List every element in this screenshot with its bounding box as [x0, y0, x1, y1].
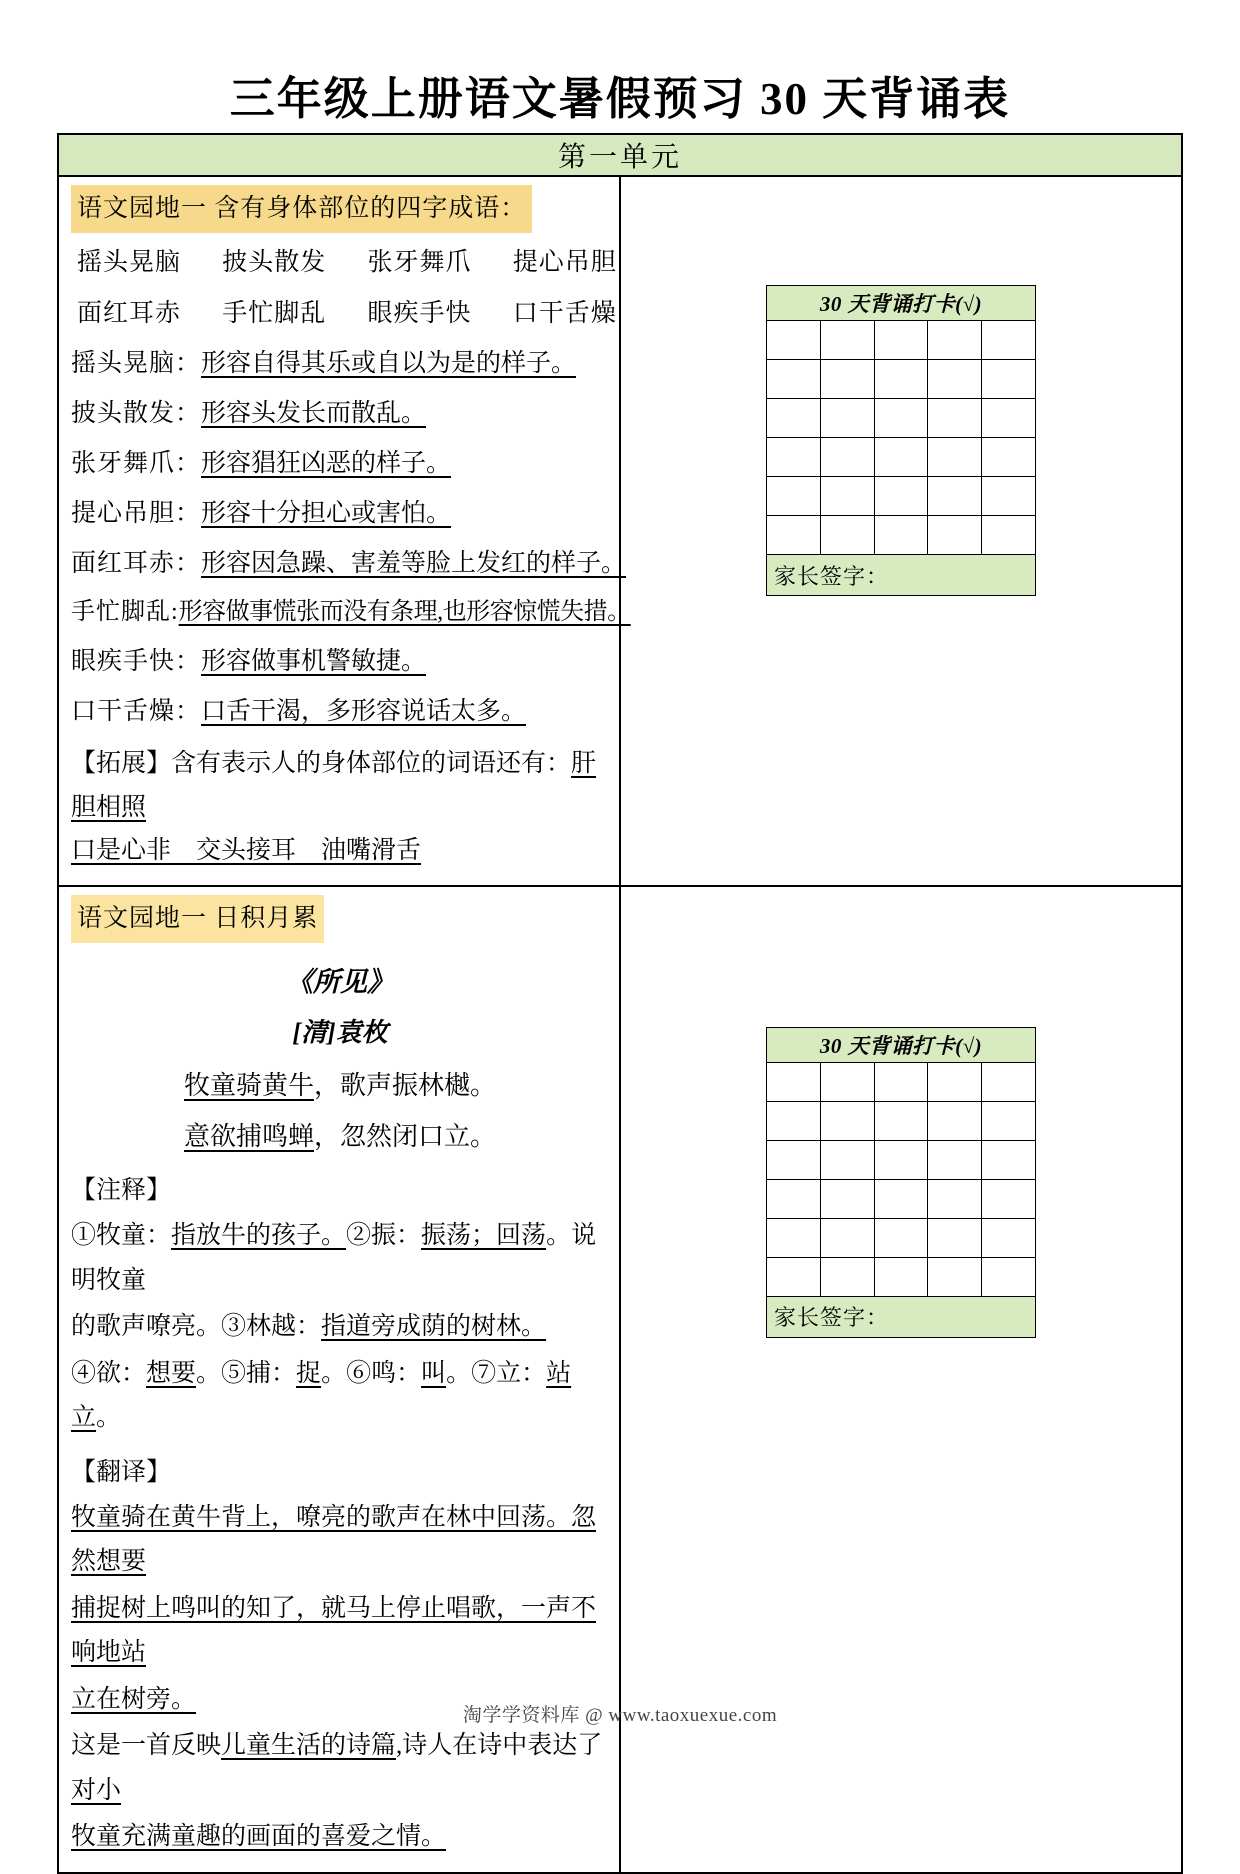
note-text: 。说明牧童 [71, 1222, 597, 1294]
section-1-heading-wrap [71, 185, 609, 233]
check-cell[interactable] [928, 1257, 982, 1296]
definition-line [71, 342, 609, 385]
check-cell[interactable] [928, 1062, 982, 1101]
check-grid[interactable] [766, 1027, 1036, 1338]
check-cell[interactable] [982, 1140, 1036, 1179]
note-marker: 的歌声嘹亮。③林越： [71, 1313, 322, 1341]
extension-first-term: 肝胆相照 [71, 750, 597, 821]
definition-text: 形容因急躁、害羞等脸上发红的样子。 [201, 550, 627, 577]
note-marker: ①牧童： [71, 1222, 172, 1250]
definition-line [71, 442, 609, 485]
definition-text: 形容做事机警敏捷。 [201, 648, 427, 676]
section-1-check-panel [621, 177, 1181, 589]
idiom: 手忙脚乱 [222, 300, 327, 327]
check-cell[interactable] [874, 1218, 928, 1257]
definition-line [71, 492, 609, 535]
check-grid-header: 30 天背诵打卡(√) [767, 286, 1036, 321]
note-text: 。 [96, 1404, 122, 1432]
check-grid[interactable] [766, 285, 1036, 596]
translation-line: 牧童骑在黄牛背上，嘹亮的歌声在林中回荡。忽然想要 [71, 1503, 597, 1576]
check-cell[interactable] [874, 399, 928, 438]
analysis-text: 这是一首反映 [71, 1732, 222, 1760]
idiom: 提心吊胆 [512, 249, 617, 276]
definition-line [71, 592, 631, 633]
definition-term: 手忙脚乱: [71, 599, 179, 625]
check-grid-header-row [767, 286, 1036, 321]
poem-line-underlined: 牧童骑黄牛 [183, 1070, 314, 1100]
poem-line-underlined: 意欲捕鸣蝉 [183, 1121, 314, 1151]
idiom: 摇头晃脑 [77, 249, 182, 276]
signature-row [767, 1296, 1036, 1337]
idiom: 口干舌燥 [512, 300, 617, 327]
check-cell[interactable] [874, 1140, 928, 1179]
definition-term: 披头散发： [71, 400, 202, 427]
note-marker: ④欲： [71, 1359, 147, 1387]
check-cell[interactable] [928, 477, 982, 516]
check-grid-row [767, 1257, 1036, 1296]
notes-line-1 [71, 1214, 609, 1303]
check-cell[interactable] [982, 1062, 1036, 1101]
check-cell[interactable] [820, 1101, 874, 1140]
main-table [57, 133, 1183, 1874]
poem-line [71, 1064, 609, 1109]
check-grid-row [767, 321, 1036, 360]
check-cell[interactable] [820, 477, 874, 516]
check-grid-row [767, 438, 1036, 477]
definition-text: 形容十分担心或害怕。 [201, 500, 452, 527]
analysis-underlined: 儿童生活的诗篇 [221, 1732, 397, 1760]
note-marker: 。⑤捕： [196, 1359, 297, 1387]
check-cell[interactable] [982, 438, 1036, 477]
check-cell[interactable] [874, 438, 928, 477]
check-cell[interactable] [820, 1179, 874, 1218]
idiom: 面红耳赤 [77, 300, 182, 327]
check-cell[interactable] [767, 1101, 821, 1140]
check-cell[interactable] [820, 516, 874, 555]
idiom: 张牙舞爪 [367, 249, 472, 276]
definition-text: 口舌干渴，多形容说话太多。 [201, 698, 527, 726]
check-cell[interactable] [982, 1179, 1036, 1218]
check-grid-row [767, 1179, 1036, 1218]
check-grid-row [767, 399, 1036, 438]
check-cell[interactable] [982, 1257, 1036, 1296]
check-cell[interactable] [928, 1140, 982, 1179]
check-cell[interactable] [928, 1101, 982, 1140]
note-marker: ②振： [346, 1222, 422, 1250]
analysis-line-2: 牧童充满童趣的画面的喜爱之情。 [71, 1823, 447, 1851]
translate-label: 【翻译】 [71, 1458, 172, 1486]
check-cell[interactable] [820, 1062, 874, 1101]
check-cell[interactable] [928, 1218, 982, 1257]
extension-prefix: 【拓展】含有表示人的身体部位的词语还有： [71, 750, 572, 778]
extension-more-terms: 口是心非 交头接耳 油嘴滑舌 [71, 837, 422, 865]
section-1-row [58, 176, 1182, 886]
check-cell[interactable] [874, 1062, 928, 1101]
check-grid-header-row [767, 1027, 1036, 1062]
check-cell[interactable] [982, 360, 1036, 399]
idiom-row-1 [71, 241, 617, 284]
check-cell[interactable] [928, 360, 982, 399]
idiom-row-2 [71, 292, 617, 335]
definition-line [71, 542, 627, 585]
extension-block [71, 742, 609, 873]
check-cell[interactable] [874, 1101, 928, 1140]
check-cell[interactable] [874, 516, 928, 555]
note-text: 捉 [296, 1359, 322, 1387]
check-cell[interactable] [928, 399, 982, 438]
section-1-content-cell [58, 176, 631, 886]
check-cell[interactable] [928, 438, 982, 477]
check-grid-row [767, 1140, 1036, 1179]
section-1-content [59, 177, 631, 885]
translation-line: 立在树旁。 [71, 1685, 197, 1713]
section-2-heading-wrap [71, 895, 609, 943]
check-cell[interactable] [874, 360, 928, 399]
note-text: 振荡；回荡 [421, 1222, 547, 1250]
check-cell[interactable] [767, 1218, 821, 1257]
check-cell[interactable] [767, 1179, 821, 1218]
check-cell[interactable] [874, 1257, 928, 1296]
poem-line [71, 1115, 609, 1160]
check-cell[interactable] [982, 321, 1036, 360]
poem-author: [清]袁枚 [292, 1018, 388, 1048]
definition-text: 形容猖狂凶恶的样子。 [201, 450, 452, 477]
idiom: 眼疾手快 [367, 300, 472, 327]
poem-line-rest: ，忽然闭口立。 [314, 1121, 497, 1151]
unit-header-row [58, 134, 1182, 176]
check-cell[interactable] [874, 321, 928, 360]
unit-header: 第一单元 [58, 134, 1182, 176]
note-text: 指放牛的孩子。 [171, 1222, 347, 1250]
note-text: 站立 [71, 1359, 572, 1432]
definition-text: 形容做事慌张而没有条理,也形容惊慌失措。 [178, 599, 631, 625]
check-grid-row [767, 1062, 1036, 1101]
check-grid-row [767, 477, 1036, 516]
check-cell[interactable] [820, 1218, 874, 1257]
definition-term: 摇头晃脑： [71, 350, 202, 377]
check-cell[interactable] [767, 1062, 821, 1101]
definition-text: 形容自得其乐或自以为是的样子。 [201, 350, 577, 377]
section-1-check-cell [620, 176, 1182, 886]
definition-text: 形容头发长而散乱。 [201, 400, 427, 427]
check-cell[interactable] [820, 1257, 874, 1296]
note-marker: 。⑥鸣： [321, 1359, 422, 1387]
check-cell[interactable] [767, 1140, 821, 1179]
analysis-underlined: 对小 [71, 1776, 122, 1804]
check-cell[interactable] [820, 1140, 874, 1179]
notes-label: 【注释】 [71, 1177, 172, 1205]
check-cell[interactable] [820, 321, 874, 360]
analysis-text: ,诗人在诗中表达了 [396, 1732, 603, 1760]
check-grid-header: 30 天背诵打卡(√) [767, 1027, 1036, 1062]
check-cell[interactable] [767, 438, 821, 477]
analysis-line-1 [71, 1724, 609, 1813]
check-cell[interactable] [982, 1218, 1036, 1257]
definition-line [71, 392, 609, 435]
check-cell[interactable] [982, 516, 1036, 555]
definition-line [71, 690, 609, 733]
check-cell[interactable] [767, 516, 821, 555]
page-title: 三年级上册语文暑假预习 30 天背诵表 [229, 74, 1011, 124]
check-grid-row [767, 516, 1036, 555]
check-cell[interactable] [767, 399, 821, 438]
check-grid-row [767, 1101, 1036, 1140]
section-2-check-panel [621, 887, 1181, 1331]
definition-term: 提心吊胆： [71, 500, 202, 527]
definition-term: 眼疾手快： [71, 648, 202, 676]
notes-line-3 [71, 1352, 609, 1441]
definition-term: 口干舌燥： [71, 698, 202, 726]
poem-line-rest: ，歌声振林樾。 [314, 1070, 497, 1100]
check-cell[interactable] [982, 1101, 1036, 1140]
definition-line [71, 640, 609, 683]
note-marker: 。⑦立： [446, 1359, 547, 1387]
check-cell[interactable] [874, 477, 928, 516]
section-2-heading: 语文园地一 日积月累 [71, 895, 324, 943]
check-cell[interactable] [928, 1179, 982, 1218]
check-grid-row [767, 360, 1036, 399]
note-text: 叫 [421, 1359, 447, 1387]
section-1-heading: 语文园地一 含有身体部位的四字成语： [71, 185, 532, 233]
check-cell[interactable] [928, 516, 982, 555]
check-cell[interactable] [820, 360, 874, 399]
note-text: 想要 [146, 1359, 197, 1387]
definition-term: 张牙舞爪： [71, 450, 202, 477]
translation-line: 捕捉树上鸣叫的知了，就马上停止唱歌，一声不响地站 [71, 1594, 597, 1667]
signature-label[interactable]: 家长签字： [767, 555, 1036, 596]
poem-title: 《所见》 [286, 966, 394, 997]
check-cell[interactable] [928, 321, 982, 360]
check-cell[interactable] [767, 477, 821, 516]
check-cell[interactable] [982, 477, 1036, 516]
check-cell[interactable] [820, 399, 874, 438]
check-cell[interactable] [767, 1257, 821, 1296]
idiom: 披头散发 [222, 249, 327, 276]
footer-watermark: 淘学学资料库 @ www.taoxuexue.com [462, 1705, 778, 1726]
notes-line-2 [71, 1305, 609, 1350]
check-cell[interactable] [874, 1179, 928, 1218]
check-cell[interactable] [767, 360, 821, 399]
signature-label[interactable]: 家长签字： [767, 1296, 1036, 1337]
check-cell[interactable] [767, 321, 821, 360]
definition-term: 面红耳赤： [71, 550, 202, 577]
note-text: 指道旁成荫的树林。 [321, 1313, 547, 1341]
check-cell[interactable] [982, 399, 1036, 438]
check-grid-row [767, 1218, 1036, 1257]
signature-row [767, 555, 1036, 596]
check-cell[interactable] [820, 438, 874, 477]
